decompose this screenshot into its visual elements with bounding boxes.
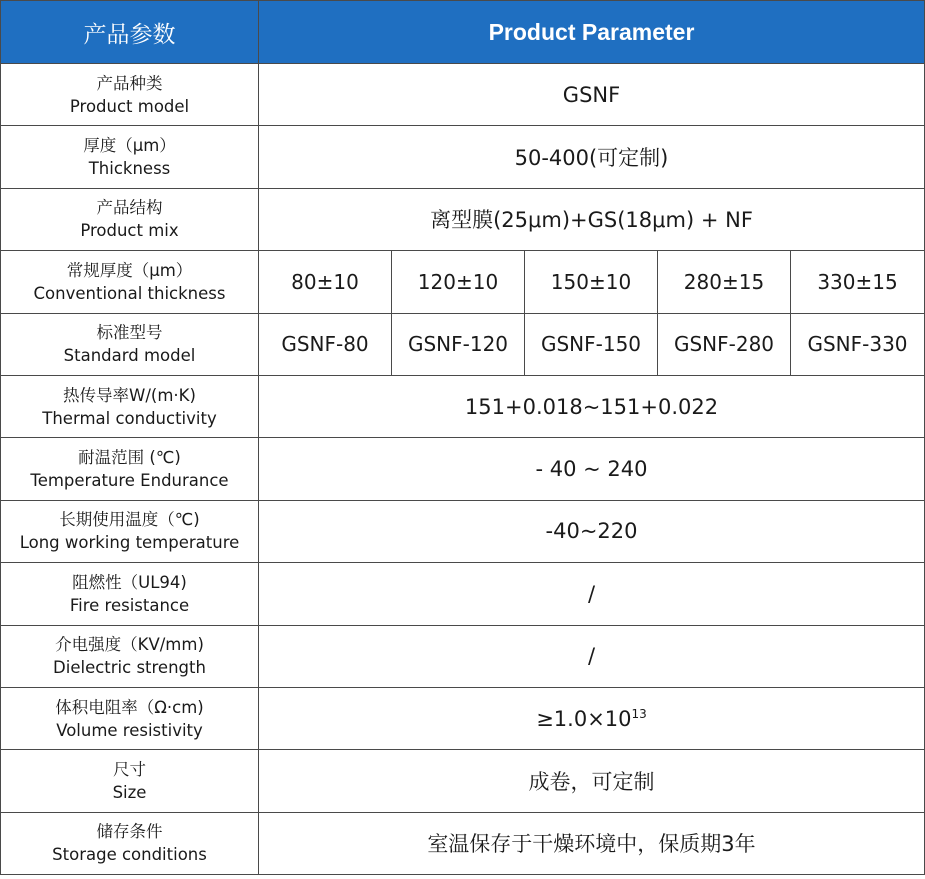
row-label xyxy=(1,812,259,874)
label-zh: 介电强度（KV/mm) xyxy=(55,635,204,655)
table-row xyxy=(1,750,925,812)
thickness-cell: 120±10 xyxy=(392,251,525,313)
header-left-title: 产品参数 xyxy=(1,1,259,64)
row-label xyxy=(1,687,259,749)
table-row xyxy=(1,313,925,375)
label-en: Product model xyxy=(69,96,190,116)
row-value: 室温保存于干燥环境中，保质期3年 xyxy=(259,812,925,874)
row-value: GSNF xyxy=(259,64,925,126)
model-cell: GSNF-120 xyxy=(392,313,525,375)
table-row xyxy=(1,500,925,562)
thickness-cell: 330±15 xyxy=(791,251,925,313)
table-row xyxy=(1,375,925,437)
thickness-cell: 80±10 xyxy=(259,251,392,313)
table-row xyxy=(1,188,925,250)
label-en: Size xyxy=(112,782,147,802)
row-label xyxy=(1,625,259,687)
label-en: Storage conditions xyxy=(52,845,207,865)
table-row xyxy=(1,625,925,687)
thickness-cell: 150±10 xyxy=(525,251,658,313)
table-row xyxy=(1,251,925,313)
model-cell: GSNF-150 xyxy=(525,313,658,375)
row-label xyxy=(1,188,259,250)
model-cell: GSNF-80 xyxy=(259,313,392,375)
label-zh: 阻燃性（UL94) xyxy=(72,572,187,592)
row-value: / xyxy=(259,563,925,625)
row-value: 成卷，可定制 xyxy=(259,750,925,812)
label-zh: 体积电阻率（Ω·cm) xyxy=(55,697,204,717)
resistivity-base: ≥1.0×10 xyxy=(536,706,632,731)
model-cell: GSNF-280 xyxy=(658,313,791,375)
row-value: -40~220 xyxy=(259,500,925,562)
model-cell: GSNF-330 xyxy=(791,313,925,375)
label-zh: 耐温范围 (℃) xyxy=(78,448,181,468)
table-row xyxy=(1,687,925,749)
row-value: / xyxy=(259,625,925,687)
label-en: Fire resistance xyxy=(69,595,190,615)
row-label xyxy=(1,313,259,375)
row-label xyxy=(1,375,259,437)
row-value: 离型膜(25μm)+GS(18μm) + NF xyxy=(259,188,925,250)
thickness-cell: 280±15 xyxy=(658,251,791,313)
label-zh: 热传导率W/(m·K) xyxy=(63,385,196,405)
row-label xyxy=(1,126,259,188)
label-zh: 产品结构 xyxy=(96,198,163,218)
label-en: Thickness xyxy=(88,159,171,179)
row-value: 50-400(可定制) xyxy=(259,126,925,188)
table-row xyxy=(1,438,925,500)
row-value xyxy=(259,687,925,749)
row-label xyxy=(1,500,259,562)
label-zh: 标准型号 xyxy=(96,323,163,343)
label-en: Temperature Endurance xyxy=(30,471,229,491)
label-en: Thermal conductivity xyxy=(42,408,217,428)
table-row xyxy=(1,563,925,625)
row-label xyxy=(1,563,259,625)
row-label xyxy=(1,64,259,126)
row-value: 151+0.018~151+0.022 xyxy=(259,375,925,437)
row-value: - 40 ~ 240 xyxy=(259,438,925,500)
label-en: Volume resistivity xyxy=(56,720,203,740)
label-zh: 常规厚度（μm） xyxy=(66,260,193,280)
label-en: Long working temperature xyxy=(19,533,240,553)
label-zh: 产品种类 xyxy=(96,73,163,93)
label-zh: 厚度（μm） xyxy=(83,136,176,156)
label-en: Product mix xyxy=(80,221,179,241)
label-en: Dielectric strength xyxy=(53,658,206,678)
label-zh: 储存条件 xyxy=(96,822,163,842)
table-row xyxy=(1,64,925,126)
label-en: Conventional thickness xyxy=(33,283,226,303)
table-row xyxy=(1,812,925,874)
header-right-title: Product Parameter xyxy=(259,1,925,64)
table-row xyxy=(1,126,925,188)
row-label xyxy=(1,438,259,500)
row-label xyxy=(1,251,259,313)
resistivity-exponent: 13 xyxy=(631,706,647,721)
table-header-row xyxy=(1,1,925,64)
label-en: Standard model xyxy=(63,346,196,366)
label-zh: 长期使用温度（℃) xyxy=(59,510,200,530)
row-label xyxy=(1,750,259,812)
label-zh: 尺寸 xyxy=(113,759,146,779)
